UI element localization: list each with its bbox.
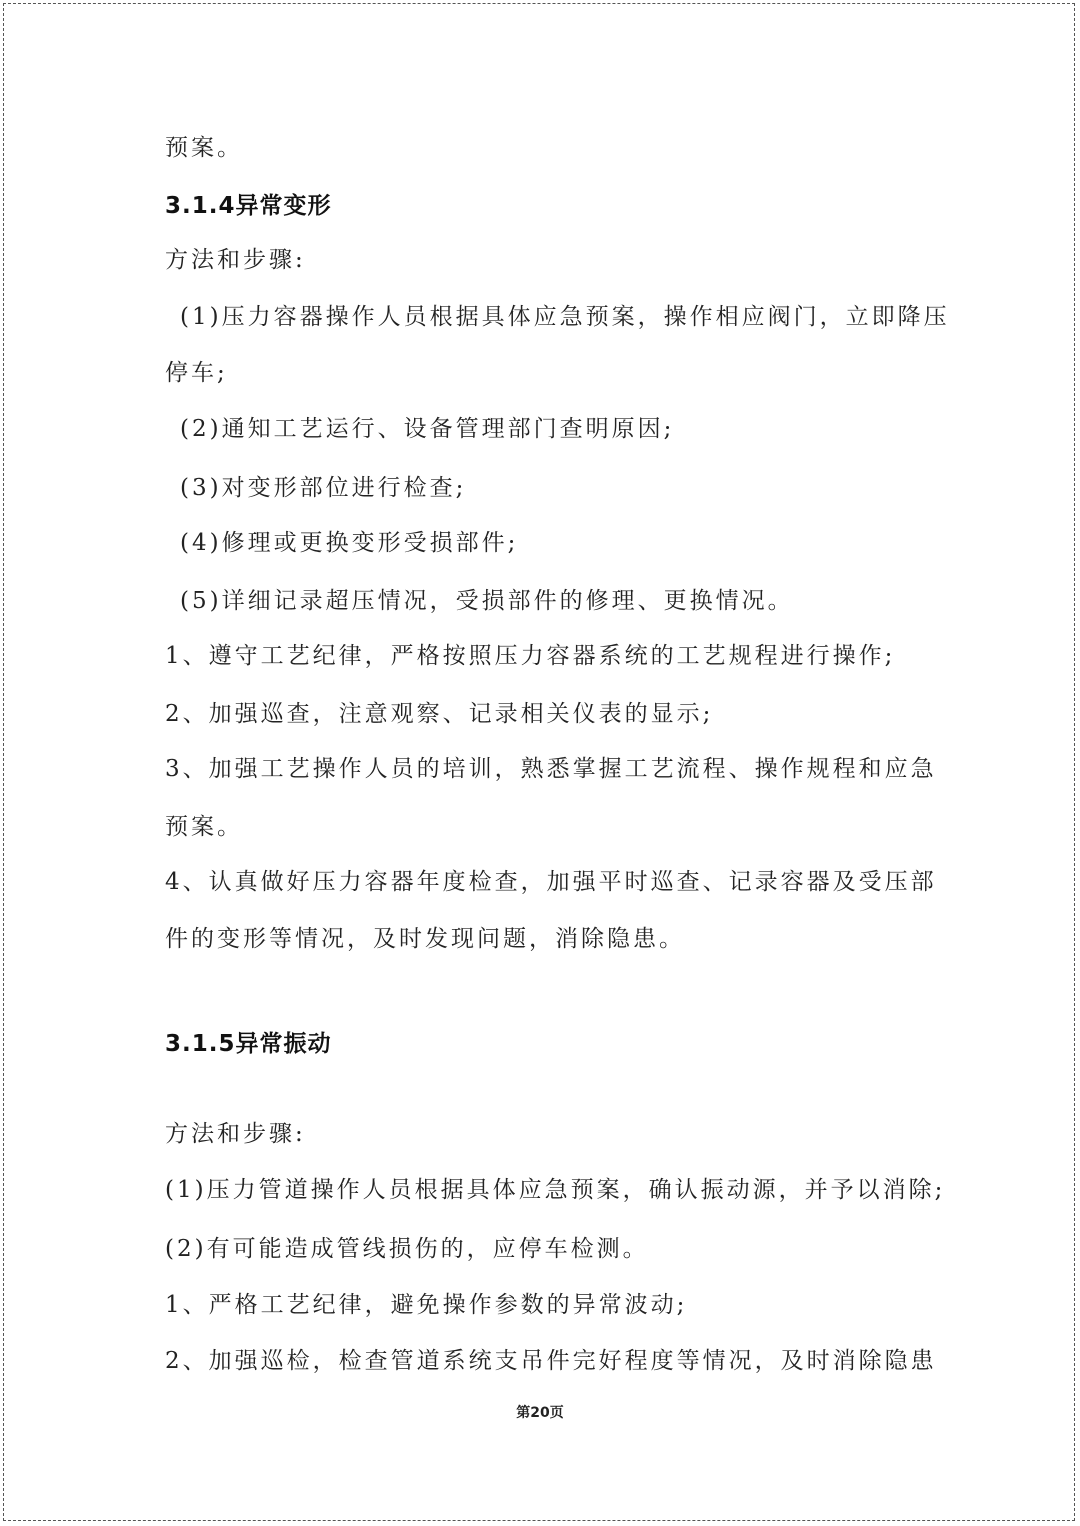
text-line: 2、加强巡检，检查管道系统支吊件完好程度等情况，及时消除隐患	[165, 1348, 937, 1374]
text-line: 预案。	[165, 814, 243, 840]
text-line: (1)压力容器操作人员根据具体应急预案，操作相应阀门，立即降压	[180, 304, 950, 330]
text-line: 方法和步骤:	[165, 1121, 306, 1147]
text-line: (3)对变形部位进行检查;	[180, 475, 467, 501]
text-line: 预案。	[165, 135, 243, 161]
text-line: (1)压力管道操作人员根据具体应急预案，确认振动源，并予以消除;	[165, 1177, 946, 1203]
text-line: (2)有可能造成管线损伤的，应停车检测。	[165, 1236, 649, 1262]
text-line: 4、认真做好压力容器年度检查，加强平时巡查、记录容器及受压部	[165, 869, 937, 895]
text-line: (5)详细记录超压情况，受损部件的修理、更换情况。	[180, 588, 794, 614]
text-line: 件的变形等情况，及时发现问题，消除隐患。	[165, 926, 685, 952]
text-line: 3、加强工艺操作人员的培训，熟悉掌握工艺流程、操作规程和应急	[165, 756, 937, 782]
text-line: (4)修理或更换变形受损部件;	[180, 530, 519, 556]
page-number: 第20页	[516, 1405, 564, 1421]
text-line: 停车;	[165, 360, 228, 386]
section-heading-3-1-5: 3.1.5异常振动	[165, 1031, 332, 1057]
text-line: (2)通知工艺运行、设备管理部门查明原因;	[180, 416, 675, 442]
text-line: 1、遵守工艺纪律，严格按照压力容器系统的工艺规程进行操作;	[165, 643, 896, 669]
section-heading-3-1-4: 3.1.4异常变形	[165, 193, 332, 219]
text-line: 方法和步骤:	[165, 247, 306, 273]
text-line: 1、严格工艺纪律，避免操作参数的异常波动;	[165, 1292, 688, 1318]
text-line: 2、加强巡查，注意观察、记录相关仪表的显示;	[165, 701, 714, 727]
